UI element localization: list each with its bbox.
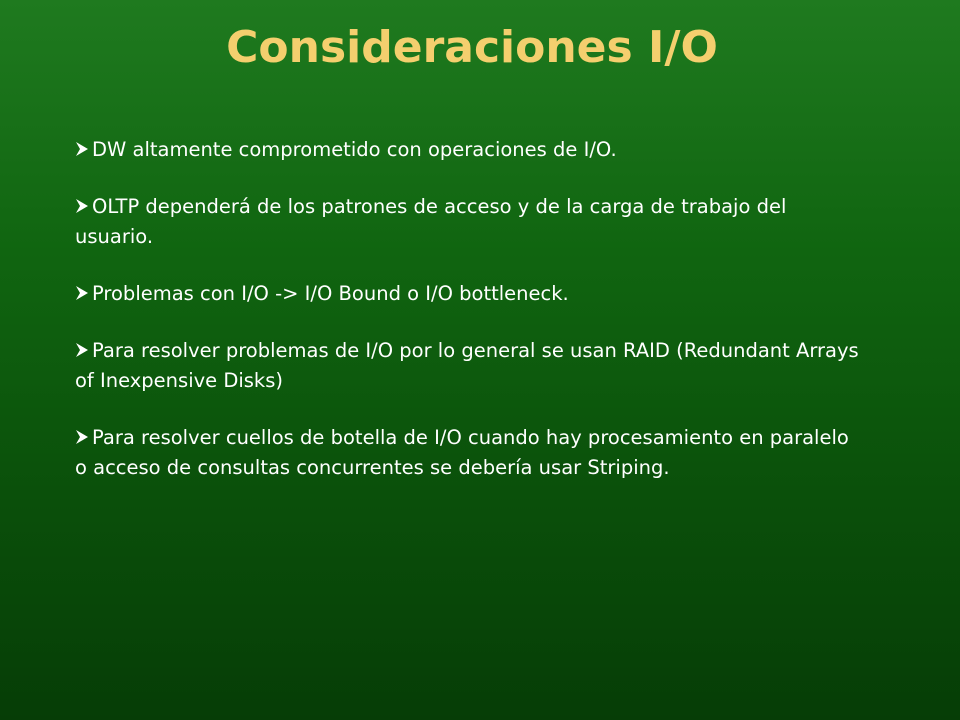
bullet-item-dw (75, 135, 865, 165)
bullet-text: Para resolver cuellos de botella de I/O cuando hay procesamiento en paralelo o acceso de consultas concurrentes se debería usar Striping. (75, 426, 849, 479)
arrowhead-bullet-icon (75, 198, 89, 214)
arrowhead-bullet-icon (75, 429, 89, 445)
bullet-list (75, 135, 865, 510)
arrowhead-bullet-icon (75, 141, 89, 157)
bullet-text: Problemas con I/O -> I/O Bound o I/O bottleneck. (92, 282, 569, 305)
bullet-item-oltp (75, 192, 865, 252)
arrowhead-bullet-icon (75, 342, 89, 358)
slide-title: Consideraciones I/O (226, 22, 718, 73)
bullet-text: DW altamente comprometido con operaciones de I/O. (92, 138, 617, 161)
bullet-item-raid (75, 336, 865, 396)
bullet-item-problemas (75, 279, 865, 309)
bullet-text: OLTP dependerá de los patrones de acceso y de la carga de trabajo del usuario. (75, 195, 787, 248)
bullet-item-striping (75, 423, 865, 483)
arrowhead-bullet-icon (75, 285, 89, 301)
bullet-text: Para resolver problemas de I/O por lo general se usan RAID (Redundant Arrays of Inexpensive Disks) (75, 339, 859, 392)
